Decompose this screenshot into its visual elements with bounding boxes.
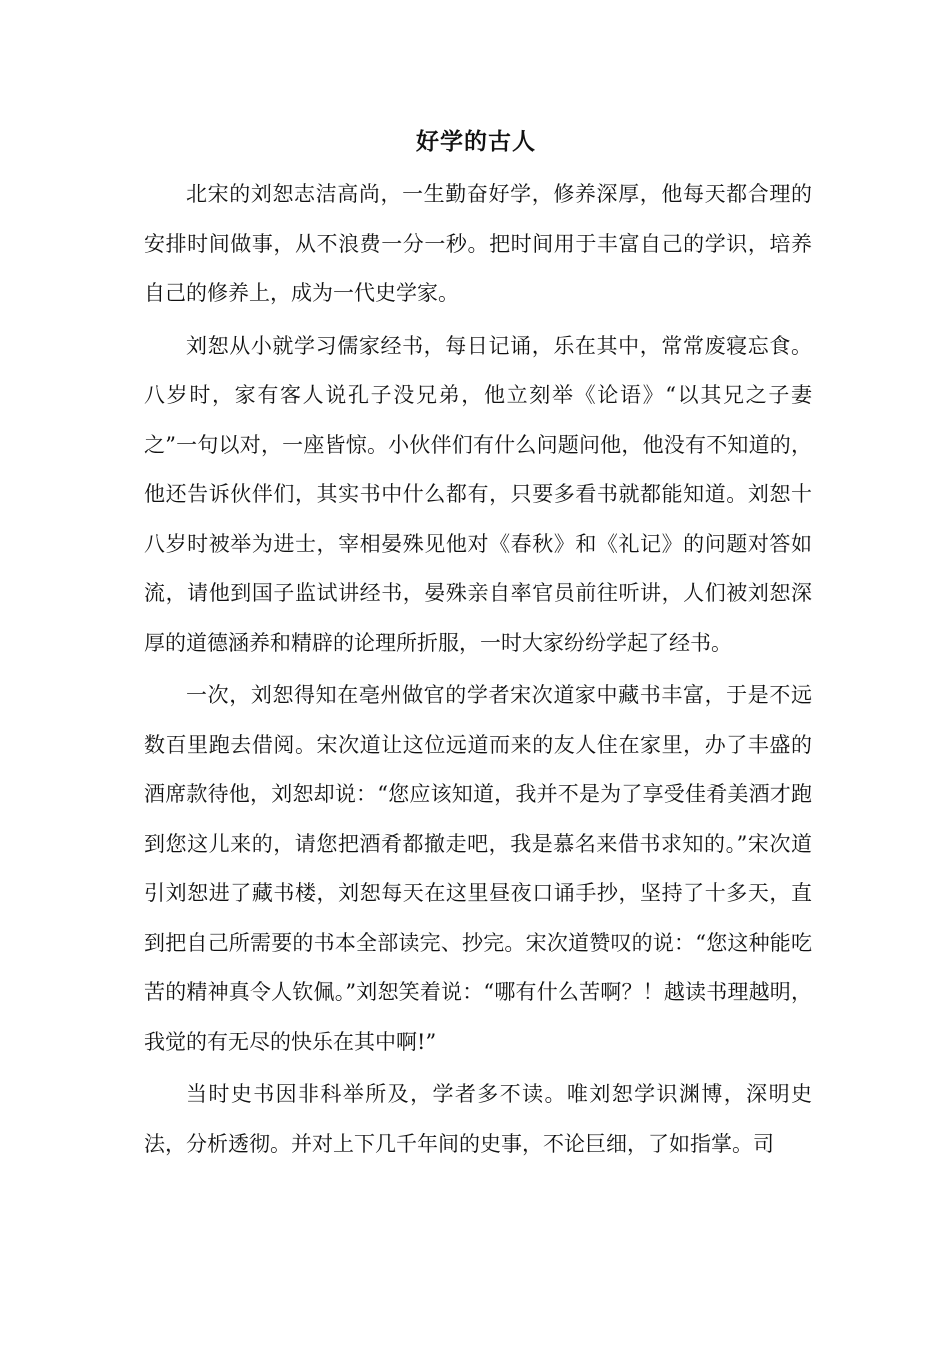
paragraph-1: 北宋的刘恕志洁高尚，一生勤奋好学，修养深厚，他每天都合理的安排时间做事，从不浪费一分一秒。把时间用于丰富自己的学识，培养自己的修养上，成为一代史学家。 (144, 182, 812, 305)
paragraph-3: 一次，刘恕得知在亳州做官的学者宋次道家中藏书丰富，于是不远数百里跑去借阅。宋次道让这位远道而来的友人住在家里，办了丰盛的酒席款待他，刘恕却说：“您应该知道，我并不是为了享受佳肴美酒才跑到您这儿来的，请您把酒肴都撤走吧，我是慕名来借书求知的。”宋次道引刘恕进了藏书楼，刘恕每天在这里昼夜口诵手抄，坚持了十多天，直到把自己所需要的书本全部读完、抄完。宋次道赞叹的说：“您这种能吃苦的精神真令人钦佩。”刘恕笑着说：“哪有什么苦啊？！越读书理越明，我觉的有无尽的快乐在其中啊!” (144, 683, 812, 1054)
document-title: 好学的古人 (416, 128, 536, 155)
paragraph-4: 当时史书因非科举所及，学者多不读。唯刘恕学识渊博，深明史法，分析透彻。并对上下几千年间的史事，不论巨细，了如指掌。司 (144, 1082, 812, 1156)
document-body (144, 170, 812, 1172)
paragraph-2: 刘恕从小就学习儒家经书，每日记诵，乐在其中，常常废寝忘食。八岁时，家有客人说孔子没兄弟，他立刻举《论语》“以其兄之子妻之”一句以对，一座皆惊。小伙伴们有什么问题问他，他没有不知道的，他还告诉伙伴们，其实书中什么都有，只要多看书就都能知道。刘恕十八岁时被举为进士，宰相晏殊见他对《春秋》和《礼记》的问题对答如流，请他到国子监试讲经书，晏殊亲自率官员前往听讲，人们被刘恕深厚的道德涵养和精辟的论理所折服，一时大家纷纷学起了经书。 (144, 333, 812, 655)
